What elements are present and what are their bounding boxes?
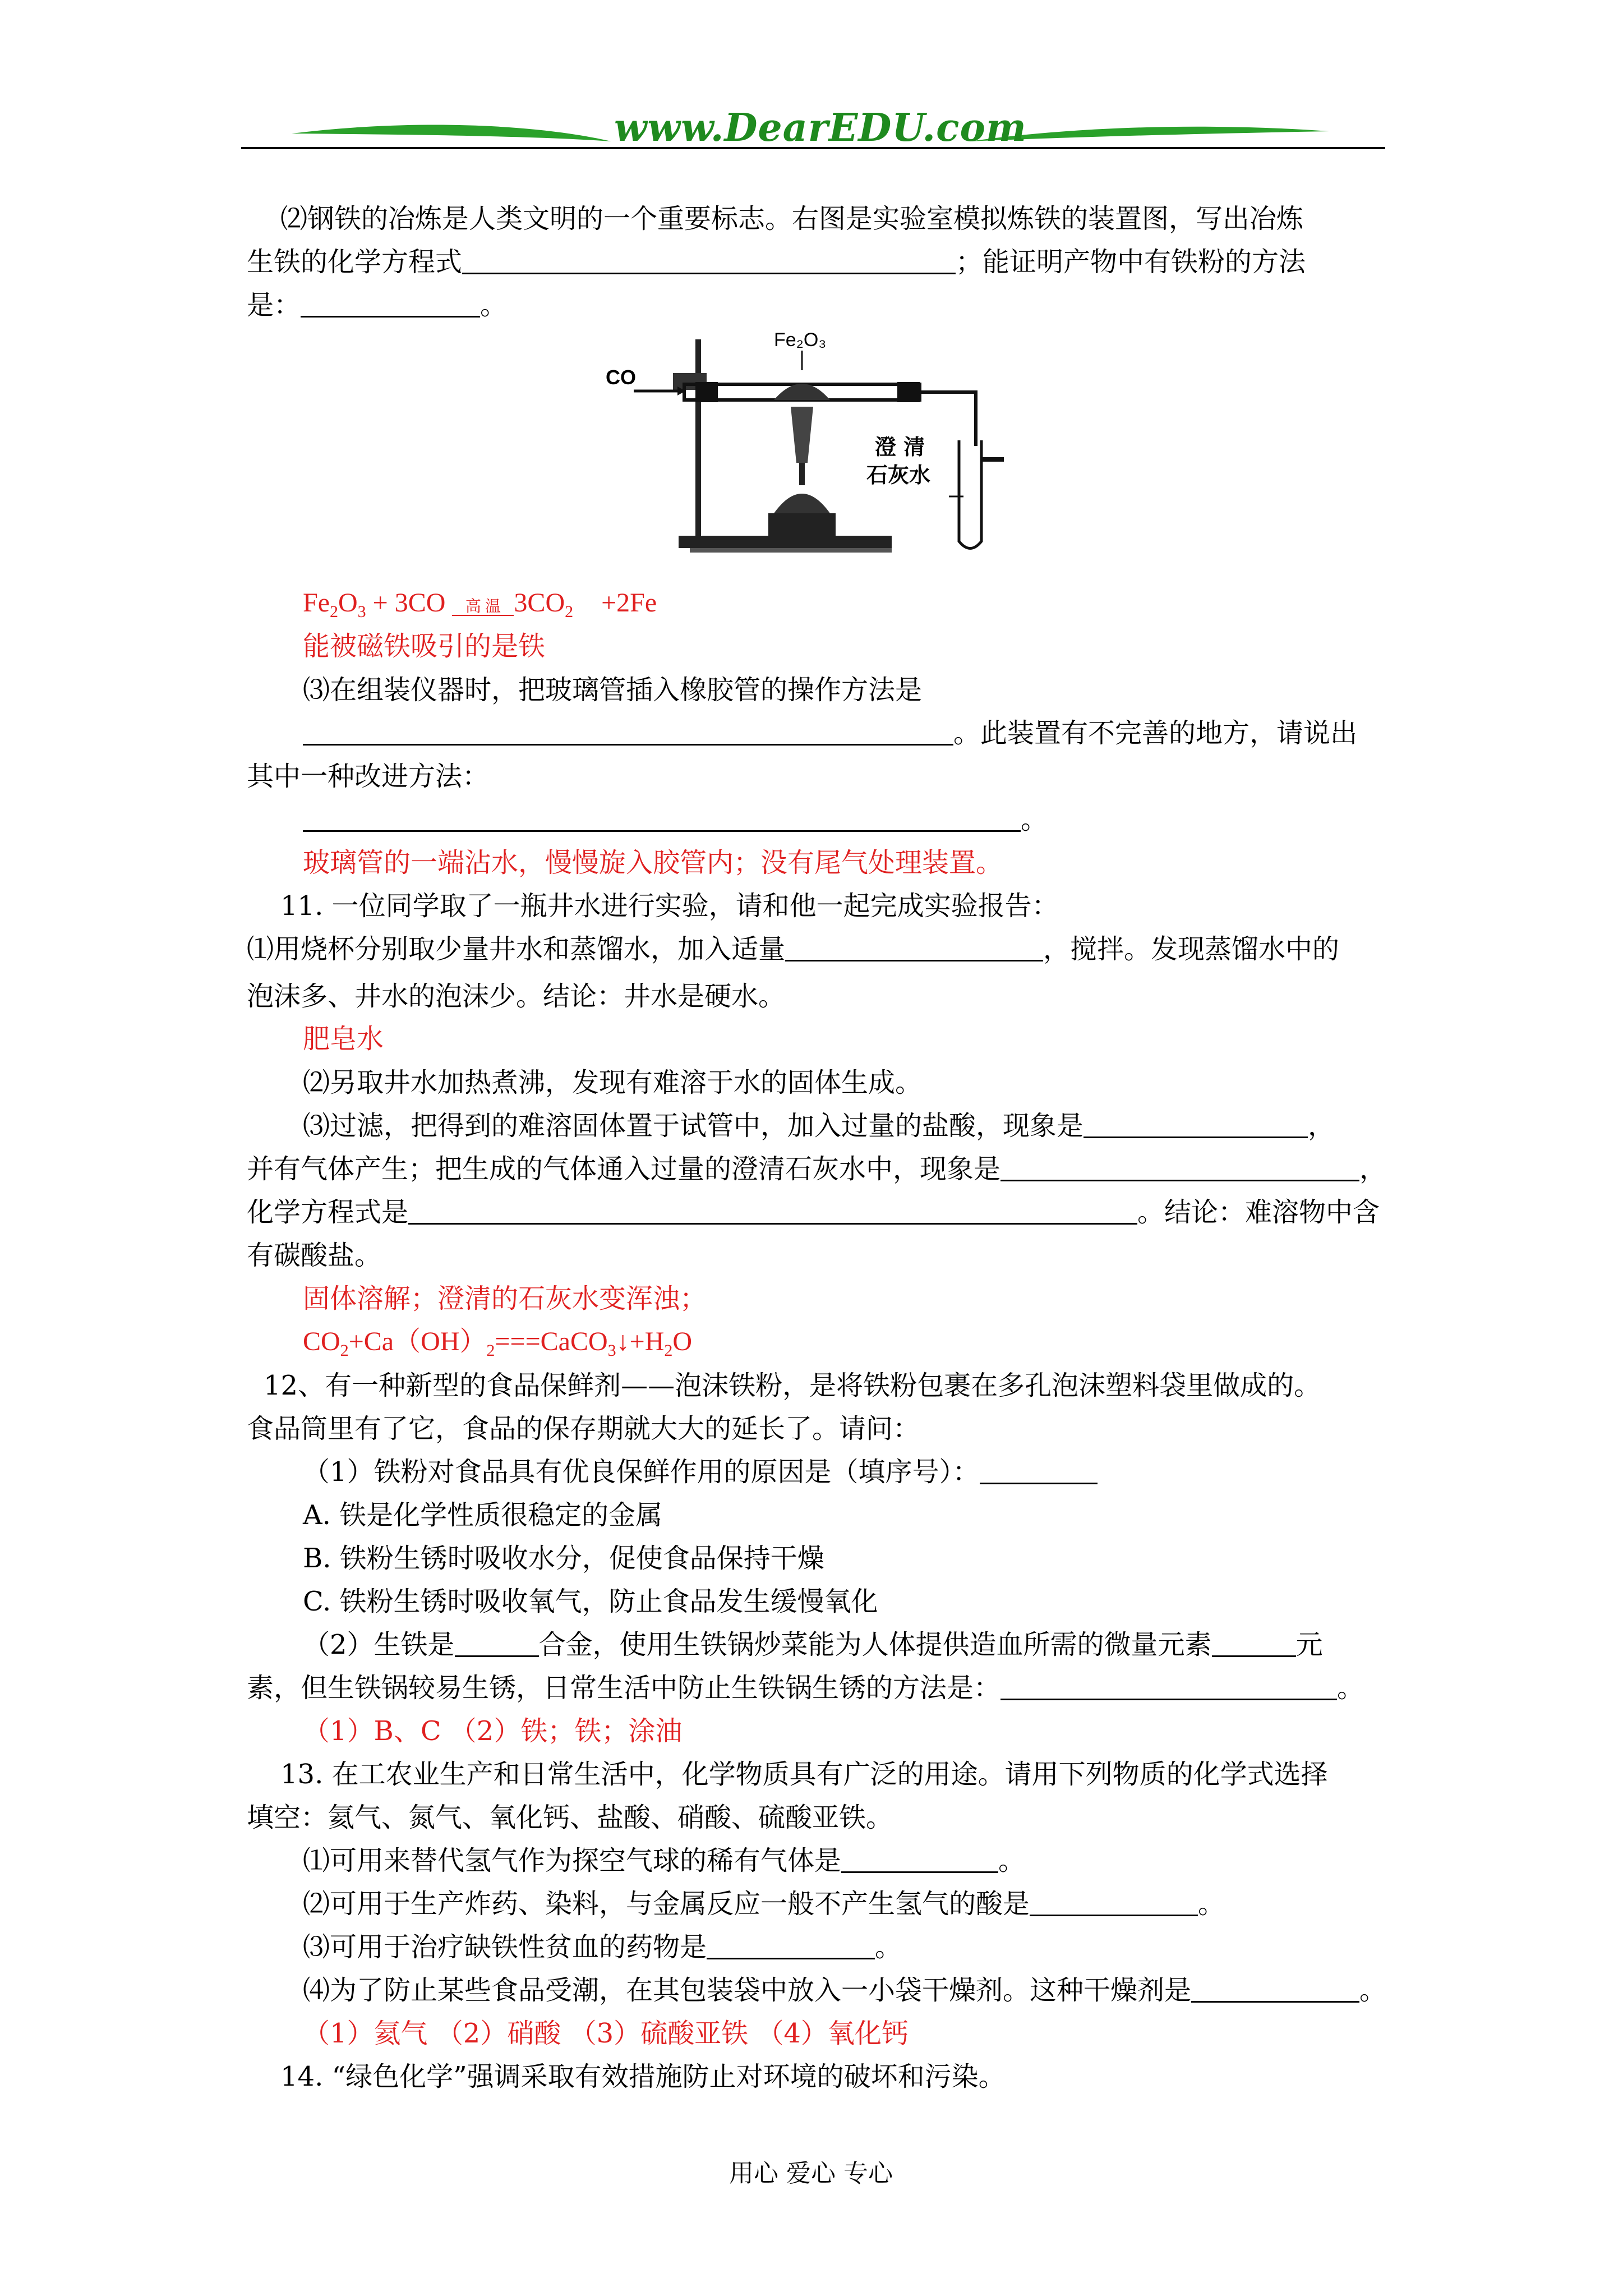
site-logo: www.DearEDU.com [614,105,1027,150]
q12-p1: （1）铁粉对食品具有优良保鲜作用的原因是（填序号）： [303,1455,1098,1489]
q12-option-b: B. 铁粉生锈时吸收水分，促使食品保持干燥 [303,1543,824,1574]
q13-answer: （1）氦气 （2）硝酸 （3）硫酸亚铁 （4）氧化钙 [303,2018,909,2049]
q12-answer: （1）B、C （2）铁；铁；涂油 [303,1715,683,1747]
q11-p3-answer: 固体溶解；澄清的石灰水变浑浊； [303,1283,707,1314]
q13-p1: ⑴可用来替代氢气作为探空气球的稀有气体是 。 [303,1845,1026,1876]
blank-phenomenon-2[interactable] [1000,1154,1359,1181]
blank-rust-prevention[interactable] [1000,1673,1337,1700]
q11-answer-equation: $CO_2+Ca(OH)_2===CaCO_3↓+H_2O$ [303,1327,693,1360]
blank-equation[interactable] [462,247,956,274]
q10-p3-answer: 玻璃管的一端沾水，慢慢旋入胶管内；没有尾气处理装置。 [303,847,1003,878]
q10-p3-line1: ⑶在组装仪器时，把玻璃管插入橡胶管的操作方法是 [303,674,923,706]
q11-p3-line4: 有碳酸盐。 [247,1240,382,1271]
blank-reagent[interactable] [785,934,1043,961]
q12-p2-line1: （2）生铁是 合金，使用生铁锅炒菜能为人体提供造血所需的微量元素 元 [303,1629,1323,1660]
blank-q13-2[interactable] [1030,1889,1198,1916]
blank-phenomenon-1[interactable] [1083,1111,1308,1138]
q11-p3-line3: 化学方程式是 。结论：难溶物中含 [247,1197,1380,1228]
blank-element[interactable] [1212,1630,1296,1657]
q11-p3-line1: ⑶过滤，把得到的难溶固体置于试管中，加入过量的盐酸，现象是 ， [303,1110,1335,1142]
blank-improvement[interactable] [303,804,1021,832]
q14-title: 14. “绿色化学”强调采取有效措施防止对环境的破坏和污染。 [280,2061,1006,2092]
q10-p2-line3: 是： 。 [247,289,508,321]
q10-answer-magnet: 能被磁铁吸引的是铁 [303,631,546,662]
q11-p1-answer: 肥皂水 [303,1023,384,1055]
diagram-label-co: CO [606,366,636,389]
blank-iron-proof[interactable] [301,290,480,318]
q12-p2-line2: 素，但生铁锅较易生锈，日常生活中防止生铁锅生锈的方法是： 。 [247,1672,1364,1704]
q11-p2: ⑵另取井水加热煮沸，发现有难溶于水的固体生成。 [303,1067,923,1098]
q11-p1-line1: ⑴用烧杯分别取少量井水和蒸馏水，加入适量 ，搅拌。发现蒸馏水中的 [247,933,1340,965]
blank-q13-4[interactable] [1191,1975,1359,2003]
q10-answer-equation: $Fe_2O_3 + 3CO$ 高 温 $3CO_2 +2Fe$ [303,588,657,621]
blank-equation-2[interactable] [408,1197,1137,1225]
q10-p3-line4: 。 [303,803,1048,836]
q10-p3-line2: 。此装置有不完善的地方，请说出 [303,716,1357,750]
iron-smelting-apparatus-diagram [606,328,1032,564]
page-footer: 用心 爱心 专心 [729,2159,893,2188]
blank-q13-1[interactable] [841,1846,998,1873]
diagram-label-limewater-2: 石灰水 [866,463,931,487]
q13-p3: ⑶可用于治疗缺铁性贫血的药物是 。 [303,1931,902,1963]
blank-q13-3[interactable] [707,1932,875,1959]
q11-title: 11. 一位同学取了一瓶井水进行实验，请和他一起完成实验报告： [280,890,1059,922]
q12-title-line2: 食品筒里有了它，食品的保存期就大大的延长了。请问： [247,1413,920,1444]
q13-title-line2: 填空：氦气、氮气、氧化钙、盐酸、硝酸、硫酸亚铁。 [247,1802,893,1833]
q12-option-a: A. 铁是化学性质很稳定的金属 [303,1499,663,1531]
q10-p2-line1: ⑵钢铁的冶炼是人类文明的一个重要标志。右图是实验室模拟炼铁的装置图，写出冶炼 [280,203,1304,234]
q10-p2-line2: 生铁的化学方程式 ；能证明产物中有铁粉的方法 [247,246,1306,278]
q13-p2: ⑵可用于生产炸药、染料，与金属反应一般不产生氢气的酸是 。 [303,1888,1225,1920]
q11-p1-line2: 泡沫多、井水的泡沫少。结论：井水是硬水。 [247,981,786,1012]
blank-alloy[interactable] [455,1630,539,1657]
blank-choice[interactable] [980,1457,1098,1484]
q10-p3-line3: 其中一种改进方法： [247,761,490,792]
banner-left-swoosh [292,125,611,141]
q12-option-c: C. 铁粉生锈时吸收氧气，防止食品发生缓慢氧化 [303,1586,878,1617]
q13-p4: ⑷为了防止某些食品受潮，在其包装袋中放入一小袋干燥剂。这种干燥剂是 。 [303,1975,1387,2006]
q12-title-line1: 12、有一种新型的食品保鲜剂——泡沫铁粉，是将铁粉包裹在多孔泡沫塑料袋里做成的。 [264,1370,1321,1401]
diagram-label-fe2o3: Fe₂O₃ [774,329,827,351]
blank-insert-method[interactable] [303,718,953,746]
q11-p3-line2: 并有气体产生；把生成的气体通入过量的澄清石灰水中，现象是 ， [247,1153,1387,1185]
reaction-condition: 高 温 [452,599,514,616]
q13-title-line1: 13. 在工农业生产和日常生活中，化学物质具有广泛的用途。请用下列物质的化学式选择 [280,1759,1328,1790]
diagram-label-limewater-1: 澄 清 [875,435,925,459]
